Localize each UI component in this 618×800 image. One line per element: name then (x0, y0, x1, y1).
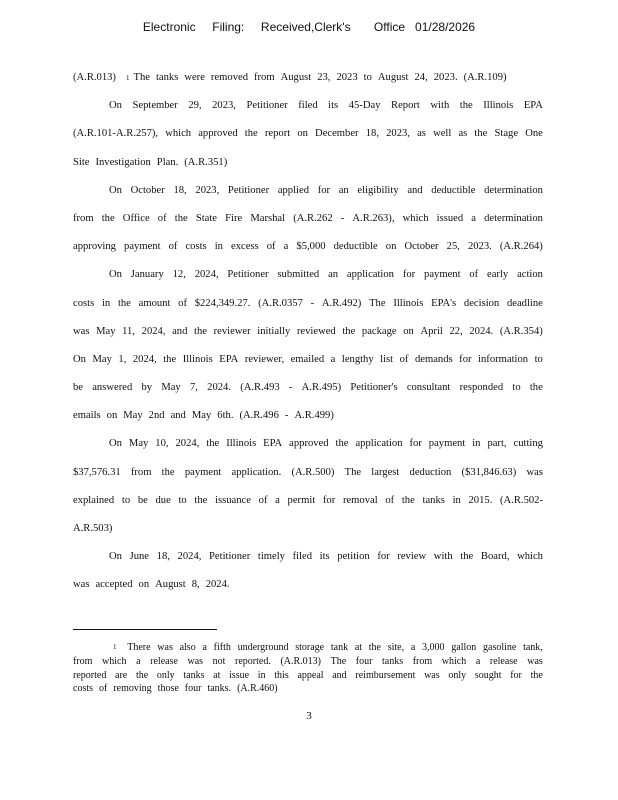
body-line: On May 1, 2024, the Illinois EPA reviewer, emailed a lengthy list of demands for information to (73, 353, 543, 365)
body-line: was May 11, 2024, and the reviewer initially reviewed the package on April 22, 2024. (A.R.354) (73, 325, 543, 337)
footnote-line: costs of removing those four tanks. (A.R.460) (73, 683, 278, 695)
filing-header: Electronic Filing: Received,Clerk's Office 01/28/2026 (142, 20, 476, 34)
body-line: On October 18, 2023, Petitioner applied for an eligibility and deductible determination (109, 184, 543, 196)
body-line: was accepted on August 8, 2024. (73, 579, 230, 591)
body-line: costs in the amount of $224,349.27. (A.R.0357 - A.R.492) The Illinois EPA's decision deadline (73, 297, 543, 309)
body-line: $37,576.31 from the payment application. (A.R.500) The largest deduction ($31,846.63) was (73, 466, 543, 478)
body-line: On June 18, 2024, Petitioner timely filed its petition for review with the Board, which (109, 551, 543, 563)
body-line: (A.R.013) 1 The tanks were removed from August 23, 2023 to August 24, 2023. (A.R.109) (73, 64, 543, 92)
footnote-line: from which a release was not reported. (A.R.013) The four tanks from which a release was (73, 655, 543, 667)
body-line: emails on May 2nd and May 6th. (A.R.496 - A.R.499) (73, 410, 334, 422)
document-body (73, 64, 543, 600)
footnote-line: reported are the only tanks at issue in this appeal and reimbursement was only sought for the (73, 669, 543, 681)
body-line: approving payment of costs in excess of a $5,000 deductible on October 25, 2023. (A.R.264) (73, 241, 543, 253)
body-line: On May 10, 2024, the Illinois EPA approved the application for payment in part, cutting (109, 438, 543, 450)
body-line: from the Office of the State Fire Marshal (A.R.262 - A.R.263), which issued a determination (73, 212, 543, 224)
body-line: A.R.503) (73, 523, 113, 534)
body-line: Site Investigation Plan. (A.R.351) (73, 156, 228, 168)
footnote-reference: 1 (125, 74, 130, 82)
body-line: explained to be due to the issuance of a permit for removal of the tanks in 2015. (A.R.502- (73, 494, 543, 506)
body-line: be answered by May 7, 2024. (A.R.493 - A.R.495) Petitioner's consultant responded to the (73, 382, 543, 394)
body-line: (A.R.101-A.R.257), which approved the report on December 18, 2023, as well as the Stage One (73, 128, 543, 140)
footnote-divider (73, 629, 217, 630)
body-line: On September 29, 2023, Petitioner filed its 45-Day Report with the Illinois EPA (109, 100, 543, 112)
footnote-line: 1 There was also a fifth underground storage tank at the site, a 3,000 gallon gasoline tank, (113, 642, 543, 653)
footnote (73, 641, 543, 696)
body-line: On January 12, 2024, Petitioner submitted an application for payment of early action (109, 269, 543, 281)
footnote-marker: 1 (113, 643, 117, 651)
page-number: 3 (306, 710, 312, 722)
